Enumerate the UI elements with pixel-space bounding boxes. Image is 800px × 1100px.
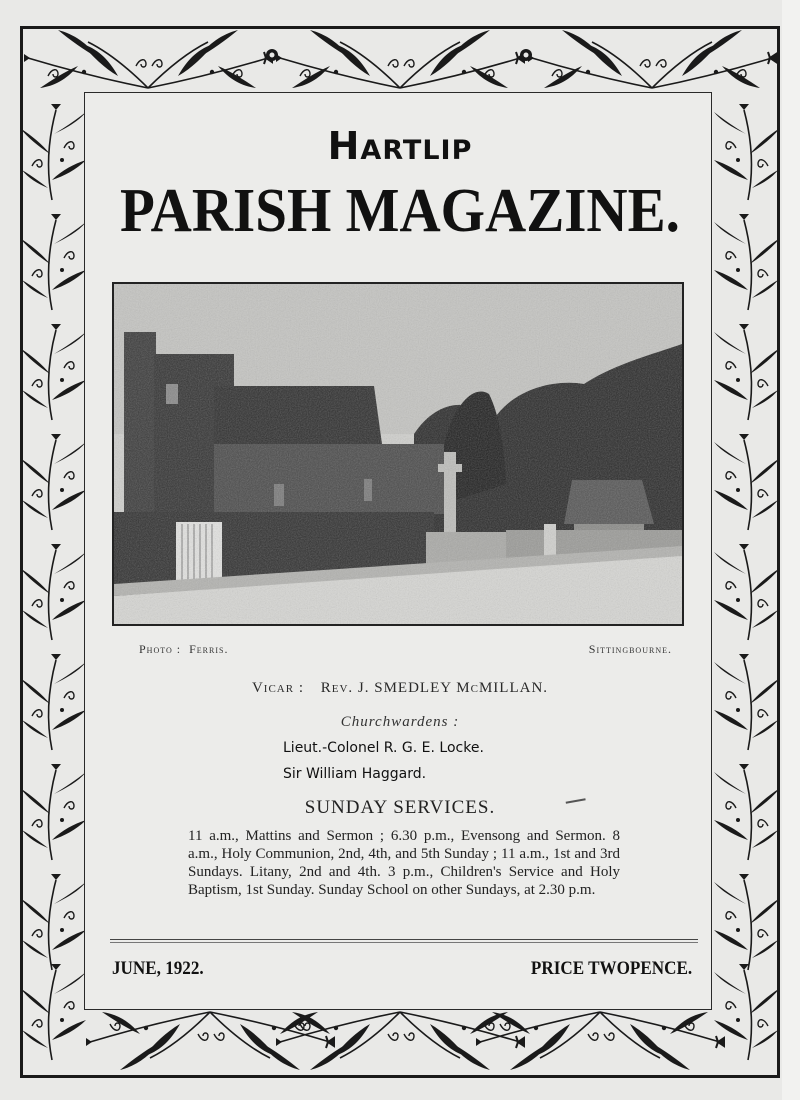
vicar-line xyxy=(0,680,800,697)
church-photo-image xyxy=(114,284,682,624)
photo-credit-label: Photo : xyxy=(139,642,182,656)
top-ornament-band xyxy=(24,30,776,88)
vicar-label: Vicar : xyxy=(251,680,304,696)
left-ornament-column xyxy=(20,104,86,1060)
price: PRICE TWOPENCE. xyxy=(530,958,692,979)
bottom-ornament-band xyxy=(86,1012,724,1070)
photo-credit xyxy=(139,642,228,657)
footer-rule xyxy=(110,942,698,943)
sunday-services-text: 11 a.m., Mattins and Sermon ; 6.30 p.m., Evensong and Sermon. 8 a.m., Holy Communion, 2nd, 4th, and 5th Sunday ; 11 a.m., 1st and 3rd Sundays. Litany, 2nd and 4th. 3 p.m., Children's Service and Holy Baptism, 1st Sunday. Sunday School on other Sundays, at 2.30 p.m. xyxy=(188,828,620,898)
photo-location: Sittingbourne. xyxy=(588,642,672,656)
sunday-services-heading: SUNDAY SERVICES. xyxy=(304,797,496,818)
right-ornament-column xyxy=(714,104,780,1060)
title-hartlip: Hartlip xyxy=(327,124,473,168)
churchwarden-name: Sir William Haggard. xyxy=(283,766,427,782)
title-parish-magazine: PARISH MAGAZINE. xyxy=(120,177,680,245)
churchwardens-heading: Churchwardens : xyxy=(340,714,460,730)
issue-date: JUNE, 1922. xyxy=(112,958,204,979)
churchwarden-name: Lieut.-Colonel R. G. E. Locke. xyxy=(283,740,484,756)
footer-rule xyxy=(110,939,698,940)
vicar-name: Rev. J. SMEDLEY McMILLAN. xyxy=(320,680,549,696)
church-photograph xyxy=(112,282,684,626)
photographer-name: Ferris. xyxy=(189,642,229,656)
